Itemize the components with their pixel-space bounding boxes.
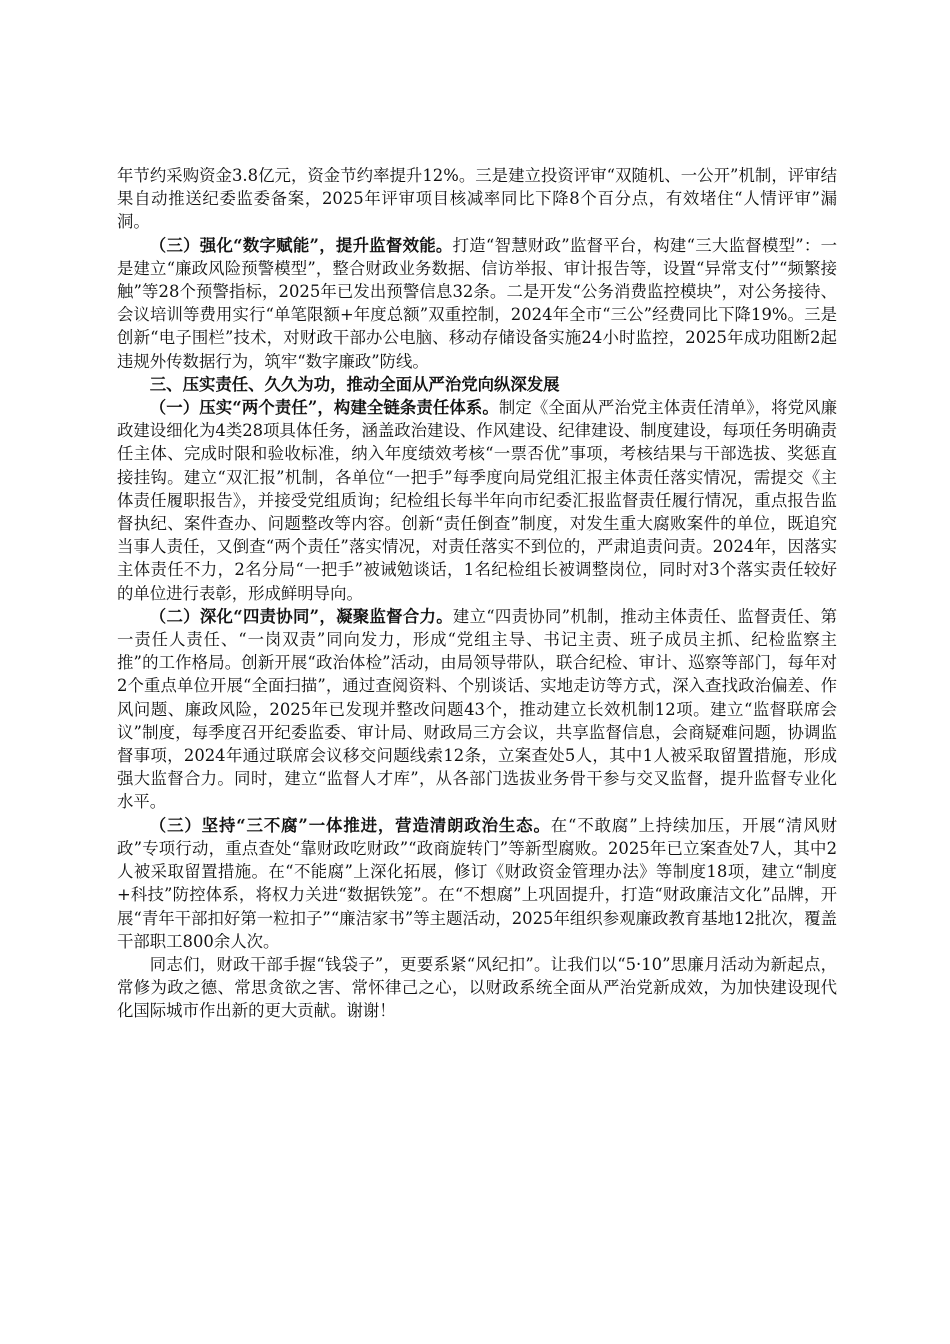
paragraph-three-no-corruption <box>117 814 837 953</box>
paragraph-lead: （一）压实“两个责任”，构建全链条责任体系。 <box>149 398 499 418</box>
paragraph-text: 在“不敢腐”上持续加压，开展“清风财政”专项行动，重点查处“靠财政吃财政”“政商旋转门”等新型腐败。2025年已立案查处7人，其中2人被采取留置措施。在“不能腐”上深化拓展，修订《财政资金管理办法》等制度18项，建立“制度+科技”防控体系，将权力关进“数据铁笼”。在“不想腐”上巩固提升，打造“财政廉洁文化”品牌，开展“青年干部扣好第一粒扣子”“廉洁家书”等主题活动，2025年组织参观廉政教育基地12批次，覆盖干部职工800余人次。 <box>117 815 838 951</box>
paragraph-text: 打造“智慧财政”监督平台，构建“三大监督模型”：一是建立“廉政风险预警模型”，整合财政业务数据、信访举报、审计报告等，设置“异常支付”“频繁接触”等28个预警指标，2025年已发出预警信息32条。二是开发“公务消费监控模块”，对公务接待、会议培训等费用实行“单笔限额+年度总额”双重控制，2024年全市“三公”经费同比下降19%。三是创新“电子围栏”技术，对财政干部办公电脑、移动存储设备实施24小时监控，2025年成功阻断2起违规外传数据行为，筑牢“数字廉政”防线。 <box>117 235 837 371</box>
paragraph-lead: （三）坚持“三不腐”一体推进，营造清朗政治生态。 <box>149 815 551 835</box>
paragraph-text: 年节约采购资金3.8亿元，资金节约率提升12%。三是建立投资评审“双随机、一公开”机制，评审结果自动推送纪委监委备案，2025年评审项目核减率同比下降8个百分点，有效堵住“人情评审”漏洞。 <box>117 166 837 232</box>
paragraph-text: 建立“四责协同”机制，推动主体责任、监督责任、第一责任人责任、“一岗双责”同向发力，形成“党组主导、书记主责、班子成员主抓、纪检监察主推”的工作格局。创新开展“政治体检”活动，由局领导带队，联合纪检、审计、巡察等部门，每年对2个重点单位开展“全面扫描”，通过查阅资料、个别谈话、实地走访等方式，深入查找政治偏差、作风问题、廉政风险，2025年已发现并整改问题43个，推动建立长效机制12项。建立“监督联席会议”制度，每季度召开纪委监委、审计局、财政局三方会议，共享监督信息，会商疑难问题，协调监督事项，2024年通过联席会议移交问题线索12条，立案查处5人，其中1人被采取留置措施，形成强大监督合力。同时，建立“监督人才库”，从各部门选拔业务骨干参与交叉监督，提升监督专业化水平。 <box>117 606 838 812</box>
paragraph-closing-remarks <box>117 953 837 1023</box>
paragraph-digital-empowerment <box>117 234 837 373</box>
document-body <box>117 164 837 1023</box>
paragraph-text: 同志们，财政干部手握“钱袋子”，更要系紧“风纪扣”。让我们以“5·10”思廉月活动为新起点，常修为政之德、常思贪欲之害、常怀律己之心，以财政系统全面从严治党新成效，为加快建设现代化国际城市作出新的更大贡献。谢谢！ <box>117 954 837 1021</box>
paragraph-four-responsibilities <box>117 605 837 814</box>
paragraph-lead: （二）深化“四责协同”，凝聚监督合力。 <box>149 606 453 626</box>
section-heading-three: 三、压实责任、久久为功，推动全面从严治党向纵深发展 <box>149 374 560 394</box>
paragraph-lead: （三）强化“数字赋能”，提升监督效能。 <box>149 235 453 255</box>
paragraph-two-responsibilities <box>117 396 837 605</box>
paragraph-text: 制定《全面从严治党主体责任清单》，将党风廉政建设细化为4类28项具体任务，涵盖政治建设、作风建设、纪律建设、制度建设，每项任务明确责任主体、完成时限和验收标准，纳入年度绩效考核“一票否优”事项，考核结果与干部选拔、奖惩直接挂钩。建立“双汇报”机制，各单位“一把手”每季度向局党组汇报主体责任落实情况，需提交《主体责任履职报告》，并接受党组质询；纪检组长每半年向市纪委汇报监督责任履行情况，重点报告监督执纪、案件查办、问题整改等内容。创新“责任倒查”制度，对发生重大腐败案件的单位，既追究当事人责任，又倒查“两个责任”落实情况，对责任落实不到位的，严肃追责问责。2024年，因落实主体责任不力，2名分局“一把手”被诫勉谈话，1名纪检组长被调整岗位，同时对3个落实责任较好的单位进行表彰，形成鲜明导向。 <box>117 398 837 603</box>
paragraph-procurement-continuation <box>117 164 837 234</box>
